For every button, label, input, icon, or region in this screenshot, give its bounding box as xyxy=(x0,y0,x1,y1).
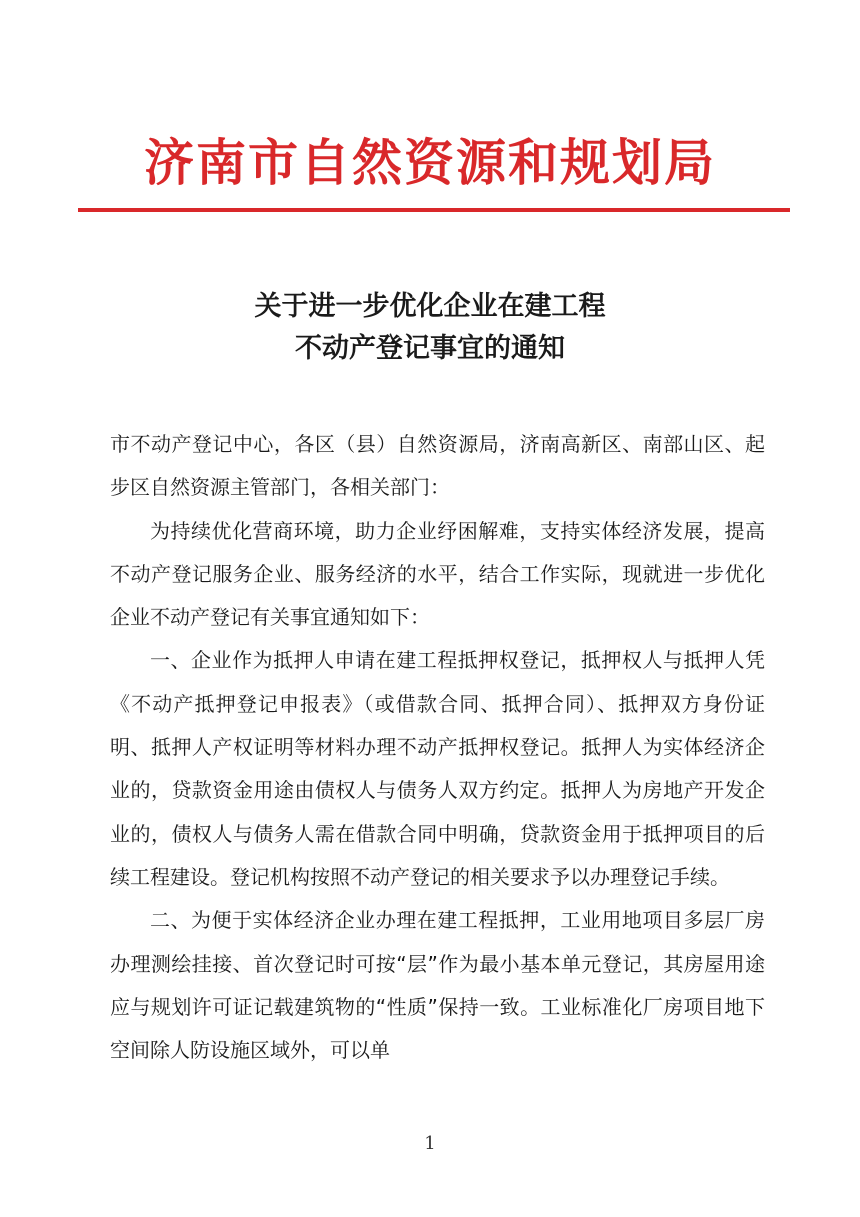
document-title-line-1: 关于进一步优化企业在建工程 xyxy=(254,291,606,322)
salutation: 市不动产登记中心，各区（县）自然资源局，济南高新区、南部山区、起步区自然资源主管部门，各相关部门： xyxy=(110,432,765,500)
document-body xyxy=(110,423,765,1072)
body-paragraph-intro: 为持续优化营商环境，助力企业纾困解难，支持实体经济发展，提高不动产登记服务企业、服务经济的水平，结合工作实际，现就进一步优化企业不动产登记有关事宜通知如下： xyxy=(110,518,765,630)
body-paragraph-item-2: 二、为便于实体经济企业办理在建工程抵押，工业用地项目多层厂房办理测绘挂接、首次登记时可按“层”作为最小基本单元登记，其房屋用途应与规划许可证记载建筑物的“性质”保持一致。工业标准化厂房项目地下空间除人防设施区域外，可以单 xyxy=(110,908,765,1063)
document-title-line-2: 不动产登记事宜的通知 xyxy=(295,333,565,364)
page-number: 1 xyxy=(424,1133,436,1154)
body-paragraph-item-1: 一、企业作为抵押人申请在建工程抵押权登记，抵押权人与抵押人凭《不动产抵押登记申报表》（或借款合同、抵押合同）、抵押双方身份证明、抵押人产权证明等材料办理不动产抵押权登记。抵押人为实体经济企业的，贷款资金用途由债权人与债务人双方约定。抵押人为房地产开发企业的，债权人与债务人需在借款合同中明确，贷款资金用于抵押项目的后续工程建设。登记机构按照不动产登记的相关要求予以办理登记手续。 xyxy=(110,648,765,889)
issuing-authority-header: 济南市自然资源和规划局 xyxy=(144,133,716,192)
header-red-rule xyxy=(78,208,790,212)
